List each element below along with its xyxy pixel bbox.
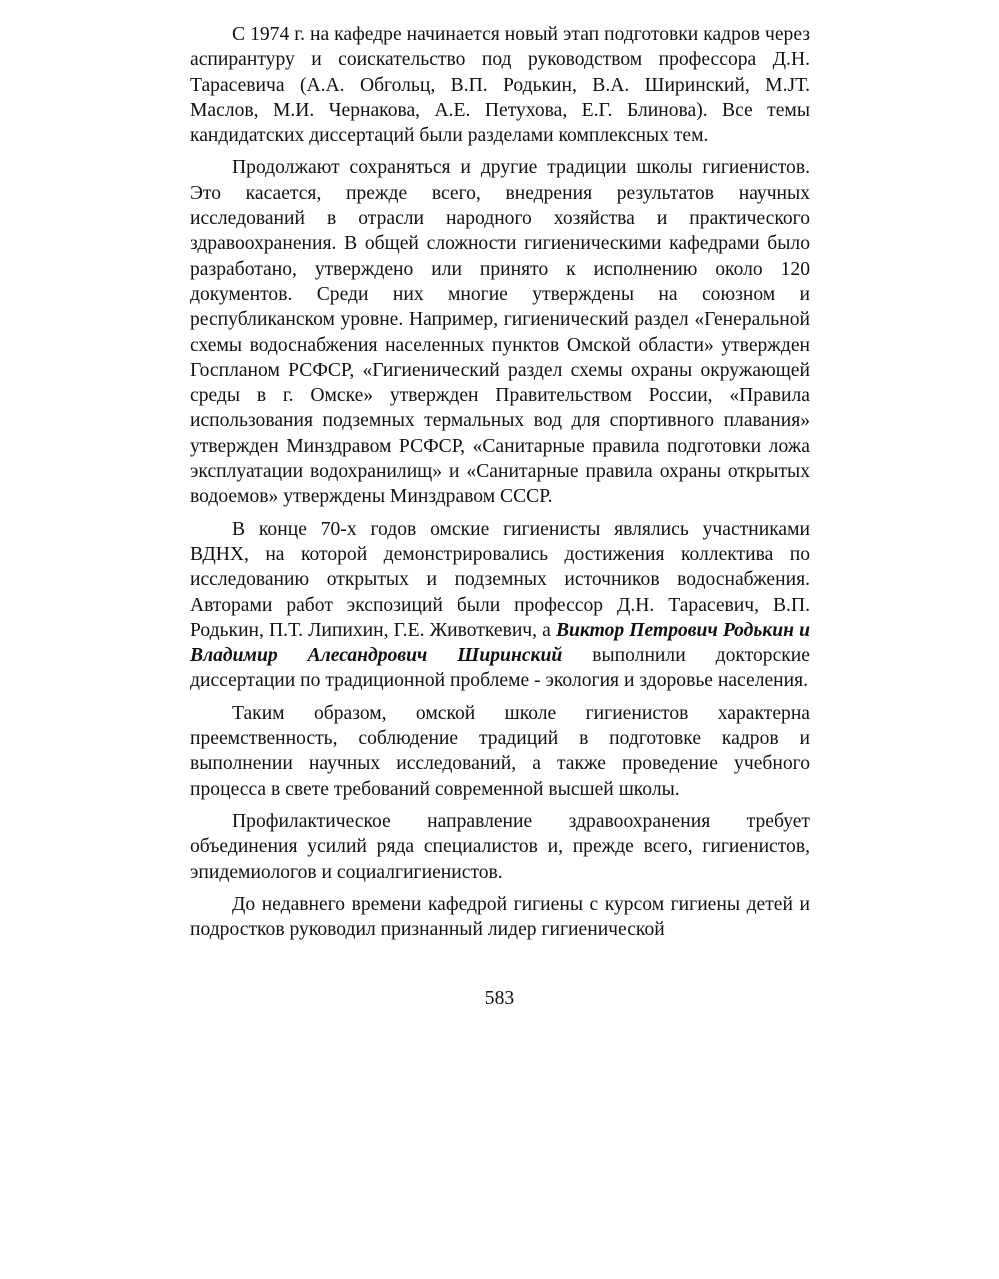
paragraph-3-bold-names: Виктор Петрович Родькин и Владимир Алесандрович Ширинский: [190, 619, 811, 667]
paragraph-1: С 1974 г. на кафедре начинается новый этап подготовки кадров через аспирантуру и соискательство под руководством профессора Д.Н. Тарасевича (А.А. Обгольц, В.П. Родькин, В.А. Ширинский, М.JТ. Маслов, М.И. Чернакова, А.Е. Петухова, Е.Г. Блинова). Все темы кандидатских диссертаций были разделами комплексных тем.: [190, 24, 810, 147]
paragraph-3-start: В конце 70-х годов омские гигиенисты являлись участниками ВДНХ, на которой демонстрировались достижения коллектива по исследованию открытых и подземных источников водоснабжения. Авторами работ экспозиций были профессор Д.Н. Тарасевич, В.П. Родькин, П.Т. Липихин, Г.Е. Животкевич, а: [190, 518, 810, 641]
paragraph-3-end: выполнили докторские диссертации по традиционной проблеме - экология и здоровье населения.: [190, 645, 810, 692]
document-body: [190, 22, 810, 949]
paragraph-5: Профилактическое направление здравоохранения требует объединения усилий ряда специалистов и, прежде всего, гигиенистов, эпидемиологов и социалгигиенистов.: [190, 810, 810, 883]
paragraph-4: Таким образом, омской школе гигиенистов характерна преемственность, соблюдение традиций в подготовке кадров и выполнении научных исследований, а также проведение учебного процесса в свете требований современной высшей школы.: [190, 702, 810, 800]
paragraph-6: До недавнего времени кафедрой гигиены с курсом гигиены детей и подростков руководил признанный лидер гигиенической: [190, 893, 810, 941]
paragraph-3: [190, 517, 810, 694]
paragraph-2: Продолжают сохраняться и другие традиции школы гигиенистов. Это касается, прежде всего, внедрения результатов научных исследований в отрасли народного хозяйства и практического здравоохранения. В общей сложности гигиеническими кафедрами было разработано, утверждено или принято к исполнению около 120 документов. Среди них многие утверждены на союзном и республиканском уровне. Например, гигиенический раздел «Генеральной схемы водоснабжения населенных пунктов Омской области» утвержден Госпланом РСФСР, «Гигиенический раздел схемы охраны окружающей среды в г. Омске» утвержден Правительством России, «Правила использования подземных термальных вод для спортивного плавания» утвержден Минздравом РСФСР, «Санитарные правила подготовки ложа эксплуатации водохранилищ» и «Санитарные правила охраны открытых водоемов» утверждены Минздравом СССР.: [190, 157, 810, 508]
page-number: 583: [484, 988, 515, 1009]
